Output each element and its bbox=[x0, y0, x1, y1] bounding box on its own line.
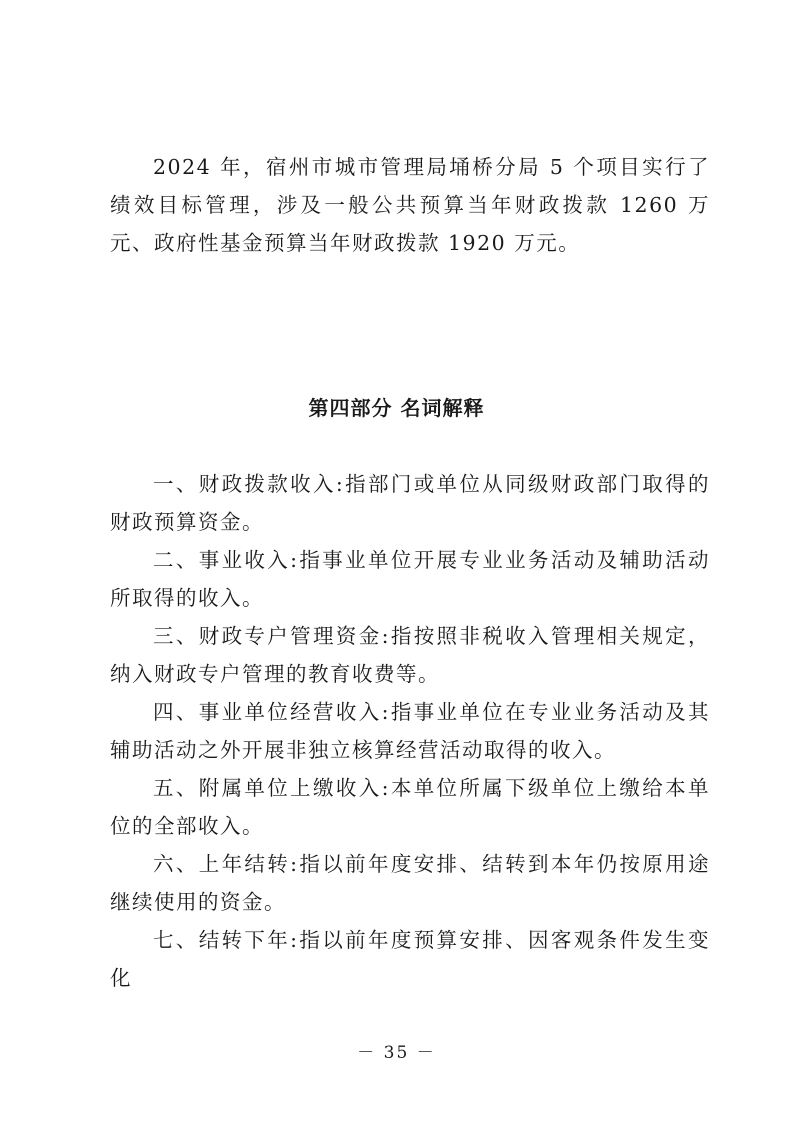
definition-item: 六、上年结转:指以前年度安排、结转到本年仍按原用途继续使用的资金。 bbox=[110, 852, 710, 914]
definition-item: 二、事业收入:指事业单位开展专业业务活动及辅助活动所取得的收入。 bbox=[110, 548, 710, 610]
page-number: － 35 － bbox=[357, 1043, 436, 1063]
definitions-list bbox=[110, 465, 710, 997]
definition-item: 四、事业单位经营收入:指事业单位在专业业务活动及其辅助活动之外开展非独立核算经营活动取得的收入。 bbox=[110, 700, 710, 762]
section-title: 第四部分 名词解释 bbox=[308, 396, 485, 420]
intro-section bbox=[110, 148, 710, 262]
definition-item: 三、财政专户管理资金:指按照非税收入管理相关规定，纳入财政专户管理的教育收费等。 bbox=[110, 624, 710, 686]
definition-item: 五、附属单位上缴收入:本单位所属下级单位上缴给本单位的全部收入。 bbox=[110, 776, 710, 838]
intro-paragraph: 2024 年，宿州市城市管理局埇桥分局 5 个项目实行了绩效目标管理，涉及一般公共预算当年财政拨款 1260 万元、政府性基金预算当年财政拨款 1920 万元。 bbox=[110, 155, 710, 255]
definition-item: 七、结转下年:指以前年度预算安排、因客观条件发生变化 bbox=[110, 928, 710, 990]
definition-item: 一、财政拨款收入:指部门或单位从同级财政部门取得的财政预算资金。 bbox=[110, 472, 710, 534]
